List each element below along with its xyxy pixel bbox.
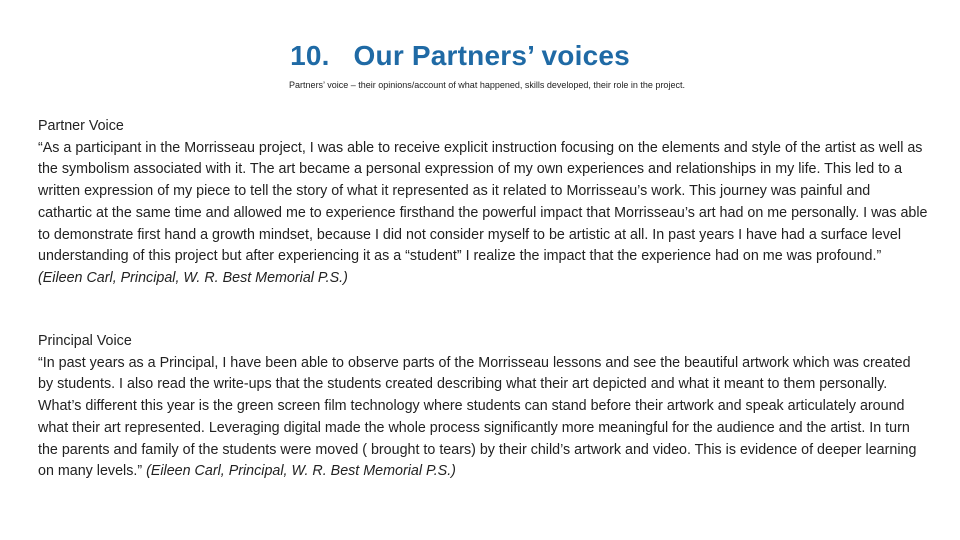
partner-voice-quote: “As a participant in the Morrisseau project, I was able to receive explicit instruction focusing on the elements and style of the artist as well as the symbolism associated with it. The art became a personal expression of my own experiences and relationships in my life. This led to a written expression of my piece to tell the story of what it represented as it related to Morrisseau’s work. This journey was painful and cathartic at the same time and allowed me to experience firsthand the powerful impact that Morrisseau’s art had on me personally. I was able to demonstrate first hand a growth mindset, because I did not consider myself to be artistic at all. In past years I have had a surface level understanding of this project but after experiencing it as a “student” I realize the impact that the experience had on me was profound.” [38,139,928,265]
principal-voice-attribution: (Eileen Carl, Principal, W. R. Best Memorial P.S.) [146,463,456,480]
principal-voice-quote: “In past years as a Principal, I have been able to observe parts of the Morrisseau lessons and see the beautiful artwork which was created by students. I also read the write-ups that the students created describing what their art depicted and what it meant to them personally. What’s different this year is the green screen film technology where students can stand before their artwork and speak articulately around what their art represented. Leveraging digital made the whole process significantly more meaningful for the audience and the artist. In turn the parents and family of the students were moved ( brought to tears) by their child’s artwork and video. This is evidence of deeper learning on many levels.” [38,354,917,480]
partner-voice-section [38,116,928,290]
principal-voice-section [38,331,928,483]
slide-title: 10. Our Partners’ voices [290,40,630,71]
slide-subtitle: Partners’ voice – their opinions/account of what happened, skills developed, their role in the project. [289,80,685,90]
principal-voice-label: Principal Voice [38,333,132,349]
partner-voice-label: Partner Voice [38,118,124,134]
partner-voice-attribution: (Eileen Carl, Principal, W. R. Best Memorial P.S.) [38,269,348,286]
